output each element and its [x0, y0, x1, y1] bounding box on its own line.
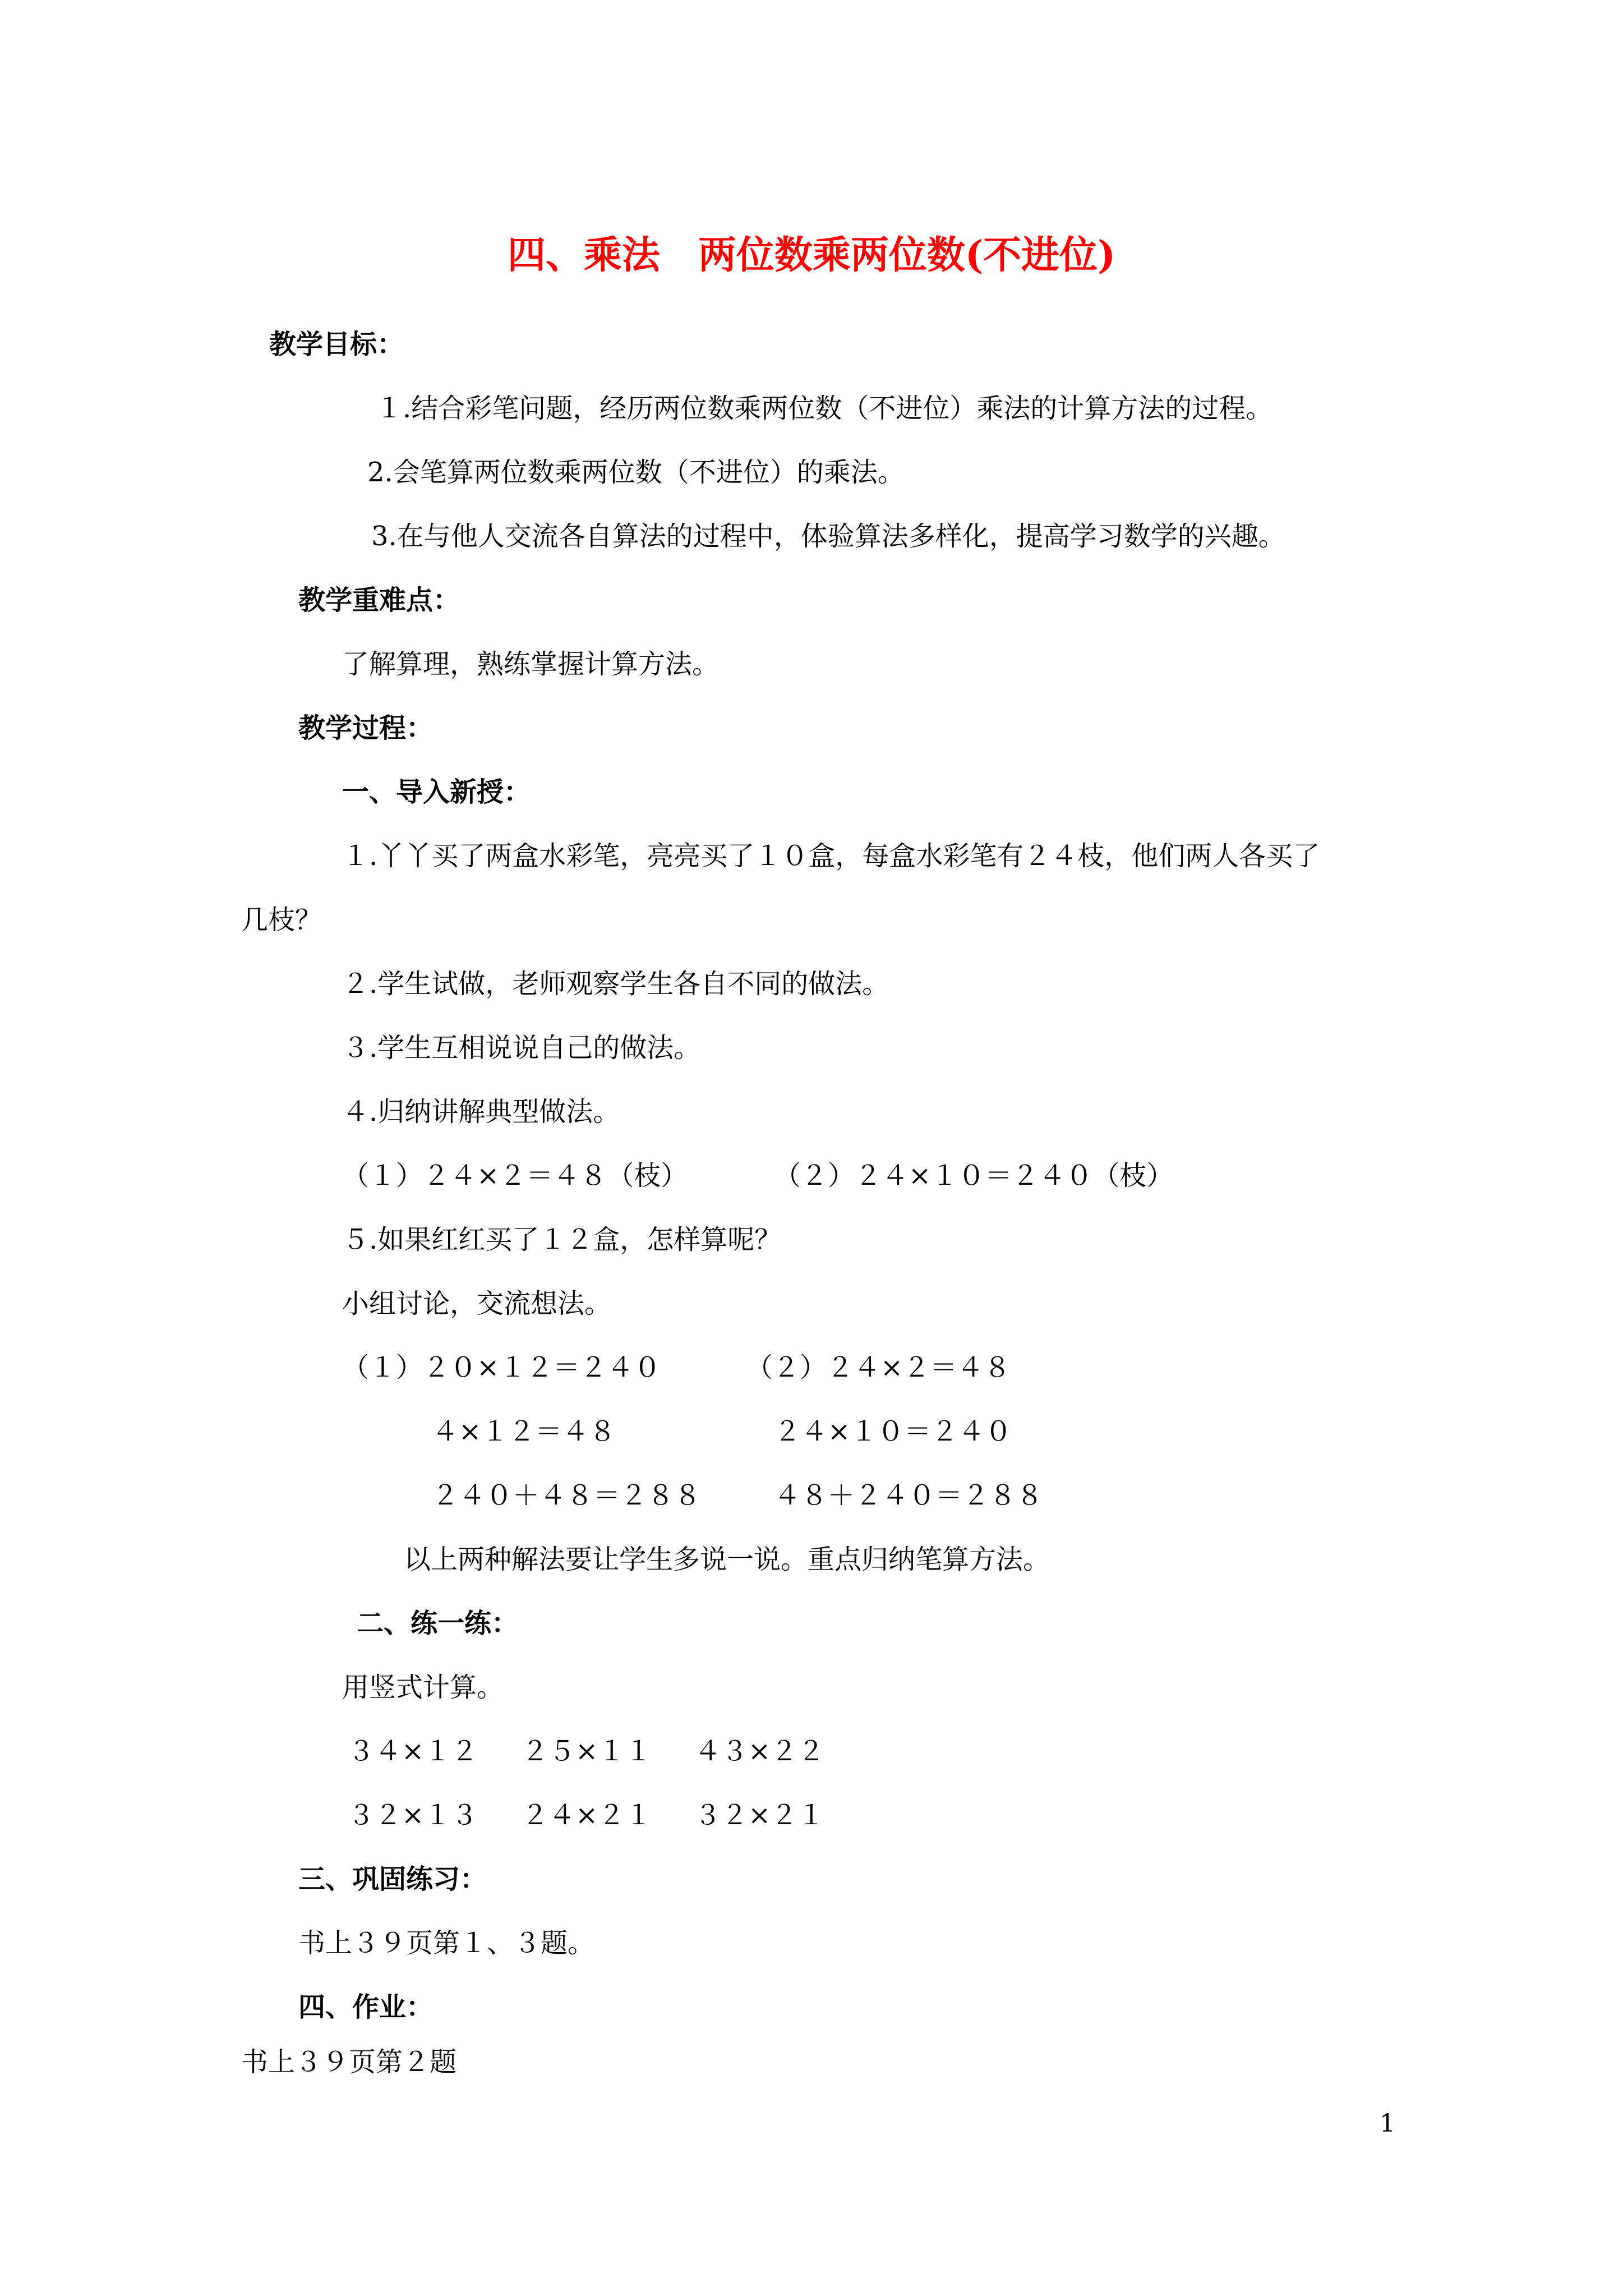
page-number: 1 [1380, 2109, 1395, 2138]
item1-line1: １.丫丫买了两盒水彩笔，亮亮买了１０盒，每盒水彩笔有２４枝，他们两人各买了 [342, 840, 1320, 872]
item4: ４.归纳讲解典型做法。 [342, 1096, 620, 1128]
section4-heading: 四、作业： [298, 1991, 434, 2023]
practice-item: ２５×１１ [522, 1736, 652, 1767]
goals-heading: 教学目标： [269, 329, 404, 360]
practice-item: ３４×１２ [348, 1736, 478, 1767]
section4-text: 书上３９页第２题 [241, 2046, 457, 2078]
method2-line1: （２）２４×２＝４８ [746, 1352, 1011, 1383]
calc1-a: （１）２４×２＝４８（枝） [342, 1160, 688, 1191]
practice-item: ４３×２２ [694, 1736, 825, 1767]
goal-item-1: １.结合彩笔问题，经历两位数乘两位数（不进位）乘法的计算方法的过程。 [376, 393, 1273, 424]
practice-item: ２４×２１ [522, 1800, 652, 1831]
calc1-b: （２）２４×１０＝２４０（枝） [774, 1160, 1174, 1191]
item1-line2: 几枝？ [241, 904, 322, 936]
item5: ５.如果红红买了１２盒，怎样算呢？ [342, 1224, 782, 1255]
summary-text: 以上两种解法要让学生多说一说。重点归纳笔算方法。 [404, 1544, 1050, 1575]
item3: ３.学生互相说说自己的做法。 [342, 1032, 701, 1064]
page-title: 四、乘法 两位数乘两位数(不进位) [507, 233, 1116, 278]
section3-heading: 三、巩固练习： [298, 1864, 487, 1895]
item2: ２.学生试做，老师观察学生各自不同的做法。 [342, 968, 889, 1000]
goal-item-2: 2.会笔算两位数乘两位数（不进位）的乘法。 [367, 457, 905, 488]
method2-line3: ４８＋２４０＝２８８ [774, 1480, 1044, 1511]
key-points-text: 了解算理，熟练掌握计算方法。 [342, 648, 720, 680]
practice-intro: 用竖式计算。 [342, 1672, 504, 1703]
method1-line1: （１）２０×１２＝２４０ [342, 1352, 661, 1383]
practice-item: ３２×２１ [694, 1800, 825, 1831]
process-heading: 教学过程： [298, 712, 434, 744]
method1-line2: ４×１２＝４８ [432, 1416, 616, 1447]
practice-item: ３２×１３ [348, 1800, 478, 1831]
method1-line3: ２４０＋４８＝２８８ [432, 1480, 702, 1511]
section1-heading: 一、导入新授： [342, 776, 531, 808]
discuss-text: 小组讨论，交流想法。 [342, 1288, 612, 1319]
method2-line2: ２４×１０＝２４０ [774, 1416, 1012, 1447]
key-points-heading: 教学重难点： [298, 585, 460, 616]
section3-text: 书上３９页第１、３题。 [298, 1927, 595, 1959]
goal-item-3: 3.在与他人交流各自算法的过程中，体验算法多样化，提高学习数学的兴趣。 [371, 521, 1285, 552]
section2-heading: 二、练一练： [357, 1608, 519, 1639]
